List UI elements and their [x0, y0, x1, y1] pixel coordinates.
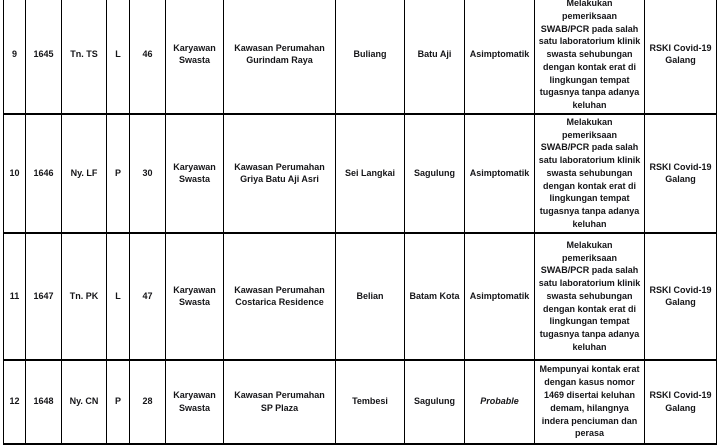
table-row [4, 0, 717, 114]
cell-case-number: 1648 [26, 360, 62, 444]
cell-kecamatan: Batam Kota [405, 233, 465, 360]
cell-status: Asimptomatik [465, 233, 535, 360]
covid-case-table [3, 0, 717, 445]
cell-occupation: Karyawan Swasta [166, 360, 224, 444]
cell-occupation: Karyawan Swasta [166, 0, 224, 114]
cell-patient-name: Tn. TS [62, 0, 107, 114]
cell-case-number: 1645 [26, 0, 62, 114]
cell-patient-name: Ny. LF [62, 114, 107, 233]
cell-gender: L [107, 233, 130, 360]
cell-patient-name: Tn. PK [62, 233, 107, 360]
cell-gender: P [107, 360, 130, 444]
cell-age: 46 [130, 0, 166, 114]
cell-facility: RSKI Covid-19 Galang [645, 360, 717, 444]
cell-kecamatan: Sagulung [405, 360, 465, 444]
cell-kelurahan: Sei Langkai [336, 114, 405, 233]
cell-description: Melakukan pemeriksaan SWAB/PCR pada salah satu laboratorium klinik swasta sehubungan dengan kontak erat di lingkungan tempat tugasnya tanpa adanya keluhan [535, 233, 645, 360]
cell-kecamatan: Sagulung [405, 114, 465, 233]
cell-kelurahan: Buliang [336, 0, 405, 114]
cell-address: Kawasan Perumahan Costarica Residence [224, 233, 336, 360]
cell-case-number: 1647 [26, 233, 62, 360]
cell-occupation: Karyawan Swasta [166, 114, 224, 233]
table-row [4, 360, 717, 444]
cell-description: Mempunyai kontak erat dengan kasus nomor 1469 disertai keluhan demam, hilangnya indera penciuman dan perasa [535, 360, 645, 444]
cell-case-number: 1646 [26, 114, 62, 233]
table-row [4, 233, 717, 360]
cell-facility: RSKI Covid-19 Galang [645, 114, 717, 233]
cell-row-number: 10 [4, 114, 26, 233]
cell-address: Kawasan Perumahan SP Plaza [224, 360, 336, 444]
cell-description: Melakukan pemeriksaan SWAB/PCR pada salah satu laboratorium klinik swasta sehubungan dengan kontak erat di lingkungan tempat tugasnya tanpa adanya keluhan [535, 0, 645, 114]
cell-address: Kawasan Perumahan Griya Batu Aji Asri [224, 114, 336, 233]
cell-description: Melakukan pemeriksaan SWAB/PCR pada salah satu laboratorium klinik swasta sehubungan dengan kontak erat di lingkungan tempat tugasnya tanpa adanya keluhan [535, 114, 645, 233]
cell-status: Probable [465, 360, 535, 444]
cell-gender: P [107, 114, 130, 233]
cell-status: Asimptomatik [465, 0, 535, 114]
cell-patient-name: Ny. CN [62, 360, 107, 444]
cell-row-number: 12 [4, 360, 26, 444]
cell-row-number: 11 [4, 233, 26, 360]
table-row [4, 114, 717, 233]
cell-gender: L [107, 0, 130, 114]
cell-address: Kawasan Perumahan Gurindam Raya [224, 0, 336, 114]
cell-age: 47 [130, 233, 166, 360]
cell-kelurahan: Belian [336, 233, 405, 360]
cell-facility: RSKI Covid-19 Galang [645, 233, 717, 360]
cell-kecamatan: Batu Aji [405, 0, 465, 114]
cell-age: 30 [130, 114, 166, 233]
cell-status: Asimptomatik [465, 114, 535, 233]
cell-age: 28 [130, 360, 166, 444]
cell-occupation: Karyawan Swasta [166, 233, 224, 360]
cell-kelurahan: Tembesi [336, 360, 405, 444]
cell-facility: RSKI Covid-19 Galang [645, 0, 717, 114]
cell-row-number: 9 [4, 0, 26, 114]
